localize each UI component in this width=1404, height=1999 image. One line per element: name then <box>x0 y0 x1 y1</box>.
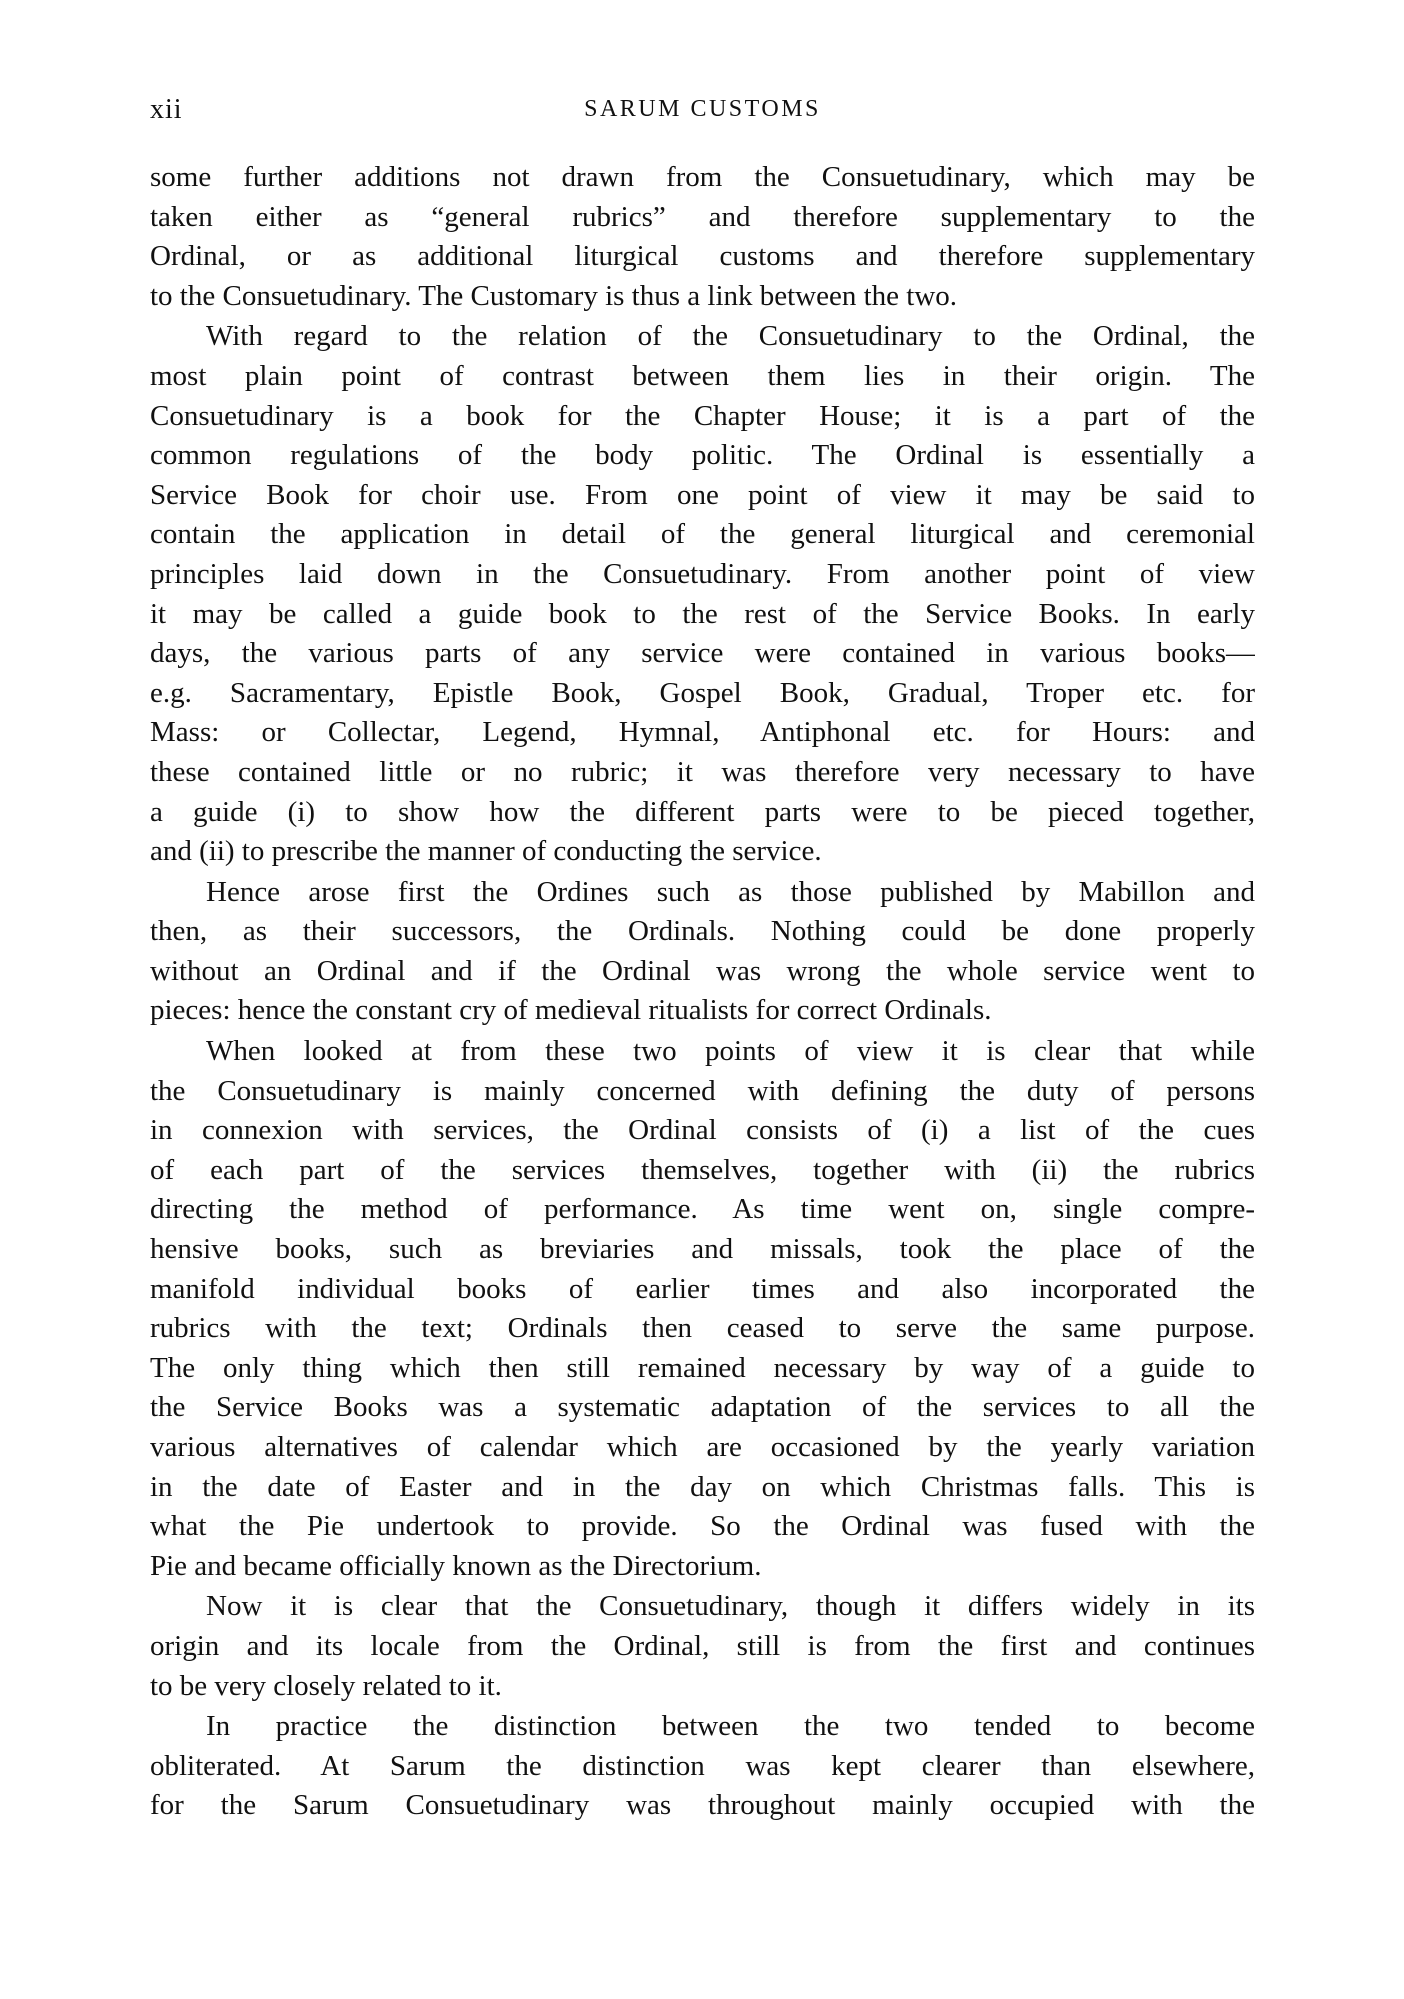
text-line: of each part of the services themselves, together with (ii) the rubrics <box>150 1153 1255 1186</box>
text-line: these contained little or no rubric; it was therefore very necessary to have <box>150 755 1255 788</box>
text-line: a guide (i) to show how the different parts were to be pieced together, <box>150 795 1255 828</box>
text-line: some further additions not drawn from the Consuetudinary, which may be <box>150 161 1255 193</box>
text-line: what the Pie undertook to provide. So the Ordinal was fused with the <box>150 1510 1255 1543</box>
text-line: When looked at from these two points of view it is clear that while <box>206 1035 1255 1068</box>
text-line: in the date of Easter and in the day on which Christmas falls. This is <box>150 1470 1255 1503</box>
text-line: the Consuetudinary is mainly concerned with defining the duty of persons <box>150 1074 1255 1107</box>
text-line: common regulations of the body politic. The Ordinal is essentially a <box>150 439 1255 472</box>
text-line: contain the application in detail of the general liturgical and ceremonial <box>150 518 1255 551</box>
text-line: obliterated. At Sarum the distinction was kept clearer than elsewhere, <box>150 1749 1255 1782</box>
text-line: rubrics with the text; Ordinals then ceased to serve the same purpose. <box>150 1312 1255 1345</box>
text-line: Now it is clear that the Consuetudinary, though it differs widely in its <box>206 1590 1255 1623</box>
text-line: The only thing which then still remained necessary by way of a guide to <box>150 1351 1255 1384</box>
body-text <box>150 158 1255 1826</box>
text-line: pieces: hence the constant cry of medieval ritualists for correct Ordinals. <box>150 994 992 1027</box>
text-line: manifold individual books of earlier times and also incorporated the <box>150 1272 1255 1305</box>
text-line: hensive books, such as breviaries and missals, took the place of the <box>150 1233 1255 1266</box>
text-line: origin and its locale from the Ordinal, still is from the first and continues <box>150 1629 1255 1662</box>
text-line: e.g. Sacramentary, Epistle Book, Gospel Book, Gradual, Troper etc. for <box>150 676 1255 709</box>
text-line: directing the method of performance. As time went on, single compre- <box>150 1193 1255 1226</box>
text-line: In practice the distinction between the two tended to become <box>206 1710 1255 1743</box>
text-line: and (ii) to prescribe the manner of conducting the service. <box>150 835 822 868</box>
text-line: Ordinal, or as additional liturgical customs and therefore supplementary <box>150 240 1255 273</box>
text-line: Mass: or Collectar, Legend, Hymnal, Antiphonal etc. for Hours: and <box>150 716 1255 749</box>
text-line: without an Ordinal and if the Ordinal was wrong the whole service went to <box>150 954 1255 987</box>
text-line: in connexion with services, the Ordinal consists of (i) a list of the cues <box>150 1114 1255 1147</box>
text-line: then, as their successors, the Ordinals. Nothing could be done properly <box>150 915 1255 948</box>
text-line: With regard to the relation of the Consuetudinary to the Ordinal, the <box>206 320 1255 353</box>
text-line: Hence arose first the Ordines such as those published by Mabillon and <box>206 875 1255 908</box>
text-line: principles laid down in the Consuetudinary. From another point of view <box>150 557 1255 590</box>
text-line: Pie and became officially known as the Directorium. <box>150 1549 762 1582</box>
text-line: to be very closely related to it. <box>150 1669 502 1702</box>
text-line: it may be called a guide book to the rest of the Service Books. In early <box>150 597 1255 630</box>
text-line: Consuetudinary is a book for the Chapter House; it is a part of the <box>150 399 1255 432</box>
text-line: Service Book for choir use. From one point of view it may be said to <box>150 478 1255 511</box>
page-number: xii <box>150 94 183 125</box>
running-head <box>150 94 1255 134</box>
text-line: most plain point of contrast between them lies in their origin. The <box>150 359 1255 392</box>
text-line: to the Consuetudinary. The Customary is thus a link between the two. <box>150 279 958 312</box>
running-title: SARUM CUSTOMS <box>584 96 821 122</box>
text-line: for the Sarum Consuetudinary was throughout mainly occupied with the <box>150 1789 1255 1822</box>
text-line: days, the various parts of any service were contained in various books— <box>150 637 1255 670</box>
text-line: various alternatives of calendar which are occasioned by the yearly variation <box>150 1431 1255 1463</box>
text-line: the Service Books was a systematic adaptation of the services to all the <box>150 1391 1255 1424</box>
text-line: taken either as “general rubrics” and therefore supplementary to the <box>150 200 1255 233</box>
